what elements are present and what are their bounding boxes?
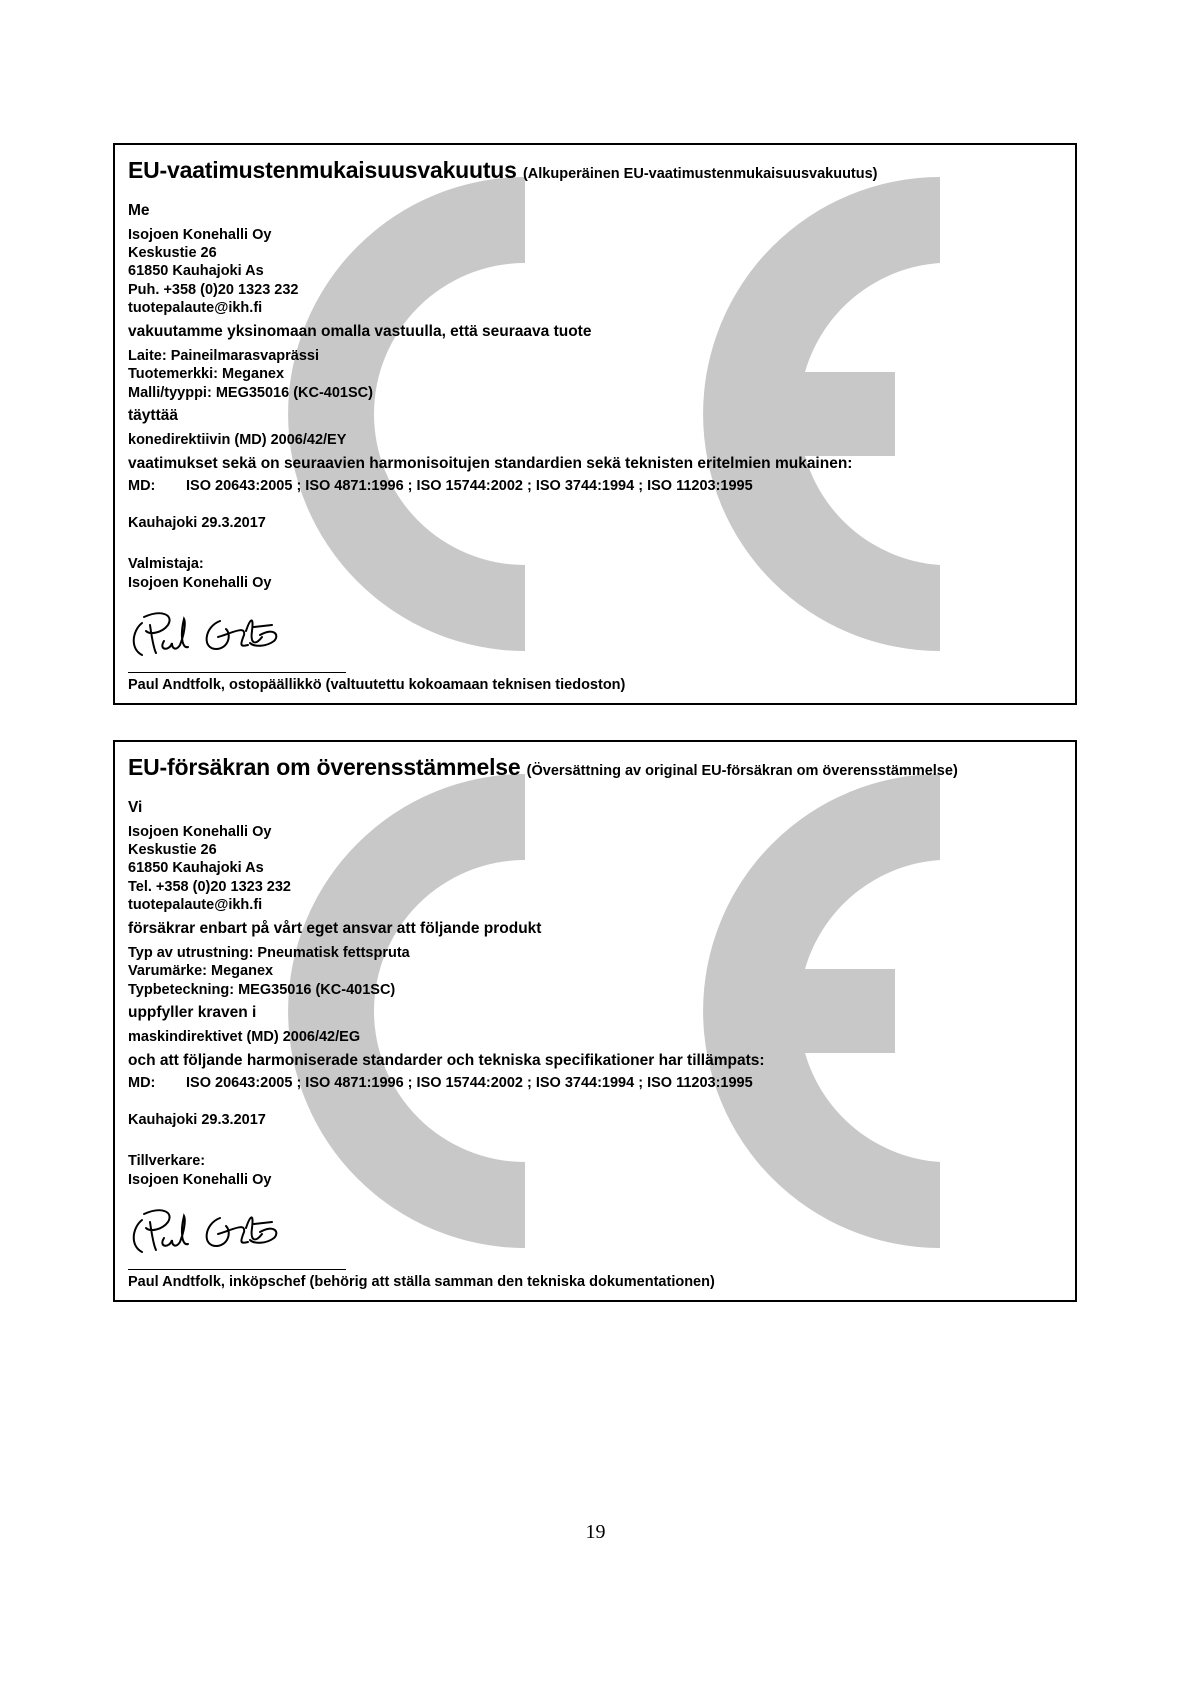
standards-label: MD:: [128, 1075, 156, 1091]
company-name: Isojoen Konehalli Oy: [128, 824, 272, 840]
device-type: Laite: Paineilmarasvaprässi: [128, 348, 320, 364]
device-type: Typ av utrustning: Pneumatisk fettspruta: [128, 945, 410, 961]
requirements-statement: och att följande harmoniserade standarder och tekniska specifikationer har tillämpats:: [128, 1052, 765, 1069]
manufacturer-name: Isojoen Konehalli Oy: [128, 1172, 272, 1188]
phone: Puh. +358 (0)20 1323 232: [128, 282, 299, 298]
place-date: Kauhajoki 29.3.2017: [128, 515, 266, 531]
standards-label: MD:: [128, 478, 156, 494]
we-label: Me: [128, 202, 150, 219]
model: Typbeteckning: MEG35016 (KC-401SC): [128, 982, 396, 998]
place-date: Kauhajoki 29.3.2017: [128, 1112, 266, 1128]
street-address: Keskustie 26: [128, 842, 217, 858]
signature-line: [128, 672, 346, 673]
declaration-statement: försäkrar enbart på vårt eget ansvar att följande produkt: [128, 920, 542, 937]
declaration-title: EU-vaatimustenmukaisuusvakuutus (Alkuperäinen EU-vaatimustenmukaisuusvakuutus): [128, 157, 878, 183]
signature-icon: [128, 1202, 288, 1258]
directive: maskindirektivet (MD) 2006/42/EG: [128, 1029, 361, 1045]
company-name: Isojoen Konehalli Oy: [128, 227, 272, 243]
brand: Varumärke: Meganex: [128, 963, 274, 979]
signatory: Paul Andtfolk, inköpschef (behörig att ställa samman den tekniska dokumentationen): [128, 1274, 715, 1290]
city-address: 61850 Kauhajoki As: [128, 263, 264, 279]
city-address: 61850 Kauhajoki As: [128, 860, 264, 876]
signature-icon: [128, 605, 288, 661]
fulfills-label: uppfyller kraven i: [128, 1004, 257, 1021]
manufacturer-name: Isojoen Konehalli Oy: [128, 575, 272, 591]
standards-row: [128, 478, 753, 494]
standards-list: ISO 20643:2005 ; ISO 4871:1996 ; ISO 15744:2002 ; ISO 3744:1994 ; ISO 11203:1995: [186, 478, 753, 494]
signatory: Paul Andtfolk, ostopäällikkö (valtuutettu kokoamaan teknisen tiedoston): [128, 677, 626, 693]
email: tuotepalaute@ikh.fi: [128, 300, 263, 316]
standards-list: ISO 20643:2005 ; ISO 4871:1996 ; ISO 15744:2002 ; ISO 3744:1994 ; ISO 11203:1995: [186, 1075, 753, 1091]
standards-row: [128, 1075, 753, 1091]
fulfills-label: täyttää: [128, 407, 178, 424]
declaration-swedish: [113, 740, 1077, 1302]
declaration-subtitle: (Alkuperäinen EU-vaatimustenmukaisuusvakuutus): [522, 166, 878, 182]
signature-line: [128, 1269, 346, 1270]
email: tuotepalaute@ikh.fi: [128, 897, 263, 913]
directive: konedirektiivin (MD) 2006/42/EY: [128, 432, 347, 448]
street-address: Keskustie 26: [128, 245, 217, 261]
declaration-finnish: [113, 143, 1077, 705]
declaration-statement: vakuutamme yksinomaan omalla vastuulla, että seuraava tuote: [128, 323, 592, 340]
model: Malli/tyyppi: MEG35016 (KC-401SC): [128, 385, 373, 401]
declaration-subtitle: (Översättning av original EU-försäkran om överensstämmelse): [526, 763, 958, 779]
requirements-statement: vaatimukset sekä on seuraavien harmonisoitujen standardien sekä teknisten eritelmien mukainen:: [128, 455, 853, 472]
phone: Tel. +358 (0)20 1323 232: [128, 879, 291, 895]
declaration-title: EU-försäkran om överensstämmelse (Översättning av original EU-försäkran om överensstämmelse): [128, 754, 958, 780]
manufacturer-label: Valmistaja:: [128, 556, 204, 572]
page-number: 19: [585, 1521, 606, 1543]
brand: Tuotemerkki: Meganex: [128, 366, 285, 382]
we-label: Vi: [128, 799, 143, 816]
manufacturer-label: Tillverkare:: [128, 1153, 206, 1169]
